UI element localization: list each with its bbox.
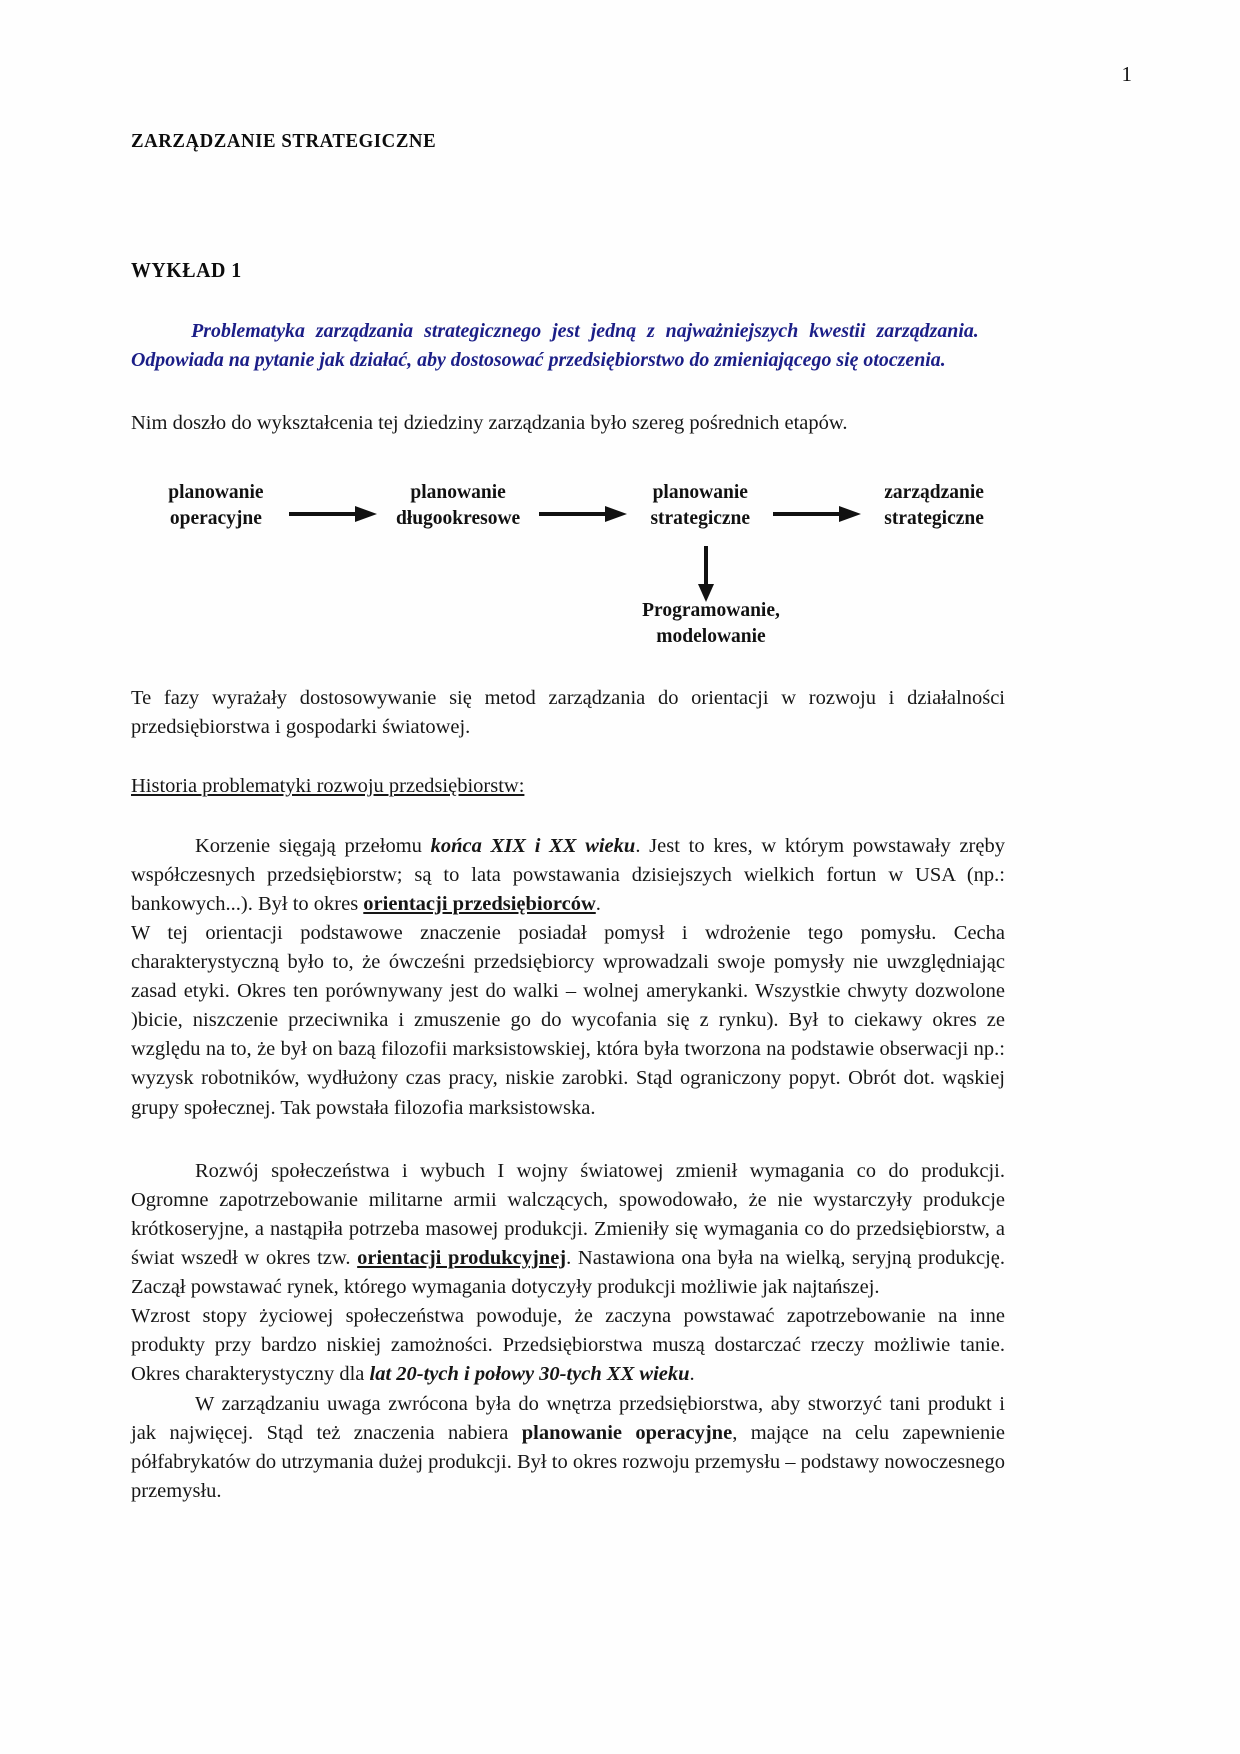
emphasis-orientacji-przedsiebiorcow: orientacji przedsiębiorców: [363, 892, 596, 915]
node-line-1: planowanie: [652, 482, 748, 504]
roots-text-b: . Jest to kres, w którym powstawały zręby współczesnych przedsiębiorstw; są to lata powstawania dzisiejszych wielkich fortun w USA (np.: bankowych...). Był to okres: [131, 834, 1005, 915]
node-line-1: planowanie: [168, 482, 264, 504]
war-text-b: . Nastawiona ona była na wielką, seryjną produkcję. Zaczął powstawać rynek, którego wymagania dotyczyły produkcji możliwie jak najtańszej.: [131, 1246, 1006, 1299]
war-paragraph-2: [131, 1302, 1005, 1389]
war2-text-a: Wzrost stopy życiowej społeczeństwa powoduje, że zaczyna powstawać zapotrzebowanie na inne produkty przy bardzo niskiej zamożności. Przedsiębiorstwa muszą dostarczać rzeczy możliwie tanie. Okres charakterystyczny dla: [131, 1305, 1005, 1386]
arrow-down-icon: [691, 546, 721, 602]
arrow-right-icon-1: [287, 502, 379, 542]
history-heading: Historia problematyki rozwoju przedsiębiorstw:: [131, 774, 525, 797]
roots-text-a: Korzenie sięgają przełomu: [195, 834, 431, 857]
arrow-right-icon-3: [771, 502, 863, 542]
intro-paragraph: Nim doszło do wykształcenia tej dziedziny zarządzania było szereg pośrednich etapów.: [131, 412, 848, 435]
emphasis-konca-xix-xx: końca XIX i XX wieku: [430, 834, 636, 857]
node-line-2: modelowanie: [656, 625, 766, 647]
evolution-diagram: [131, 438, 1005, 650]
node-line-1: zarządzanie: [884, 482, 984, 504]
roots-paragraph-2: W tej orientacji podstawowe znaczenie posiadał pomysł i wdrożenie tego pomysłu. Cecha charakterystyczną było to, że ówcześni przedsiębiorcy wprowadzali swoje pomysły nie uwzględniając zasad etyki. Okres ten porównywany jest do walki – wolnej amerykanki. Wszystkie chwyty dozwolone )bicie, niszczenie przeciwnika i zmuszenie go do wycofania się z rynku). Był to ciekawy okres ze względu na to, że był on bazą filozofii marksistowskiej, która była tworzona na podstawie obserwacji np.: wyzysk robotników, wydłużony czas pracy, niskie zarobki. Stąd ograniczony popyt. Obrót dot. wąskiej grupy społecznej. Tak powstała filozofia marksistowska.: [131, 921, 1005, 1119]
page-number: 1: [1121, 62, 1132, 86]
war2-text-b: .: [689, 1363, 695, 1386]
diagram-flow-row: [131, 480, 1005, 531]
node-line-2: długookresowe: [395, 507, 521, 529]
war-paragraph-1: [131, 1123, 1005, 1303]
mgmt-text-b: , mające na celu zapewnienie półfabrykatów do utrzymania dużej produkcji. Był to okres rozwoju przemysłu – podstawy nowoczesnego przemysłu.: [131, 1421, 1005, 1502]
diagram-node-planowanie-operacyjne: [145, 480, 287, 531]
node-line-2: strategiczne: [650, 507, 751, 529]
emphasis-orientacji-produkcyjnej: orientacji produkcyjnej: [357, 1246, 567, 1269]
phases-paragraph: Te fazy wyrażały dostosowywanie się metod zarządzania do orientacji w rozwoju i działalności przedsiębiorstwa i gospodarki światowej.: [131, 687, 1005, 739]
roots-paragraph-1: [131, 798, 1005, 919]
diagram-node-zarzadzanie-strategiczne: [863, 480, 1005, 531]
diagram-node-programowanie-modelowanie: [561, 598, 861, 649]
node-line-1: Programowanie,: [642, 600, 780, 622]
mgmt-text-a: W zarządzaniu uwaga zwrócona była do wnętrza przedsiębiorstwa, aby stworzyć tani produkt i jak najwięcej. Stąd też znaczenia nabiera: [131, 1392, 1005, 1444]
lead-paragraph: Problematyka zarządzania strategicznego jest jedną z najważniejszych kwestii zarządzania. Odpowiada na pytanie jak działać, aby dostosować przedsiębiorstwo do zmieniającego się otoczenia.: [131, 320, 979, 372]
emphasis-planowanie-operacyjne: planowanie operacyjne: [521, 1421, 733, 1444]
lecture-heading: WYKŁAD 1: [131, 258, 242, 282]
node-line-2: operacyjne: [169, 507, 262, 529]
diagram-node-planowanie-strategiczne: [629, 480, 771, 531]
document-title: ZARZĄDZANIE STRATEGICZNE: [131, 130, 437, 152]
emphasis-lata-20-30: lat 20-tych i połowy 30-tych XX wieku: [369, 1363, 690, 1386]
arrow-right-icon-2: [537, 502, 629, 542]
diagram-node-planowanie-dlugookresowe: [379, 480, 538, 531]
node-line-1: planowanie: [410, 482, 506, 504]
war-text-a: Rozwój społeczeństwa i wybuch I wojny światowej zmienił wymagania co do produkcji. Ogromne zapotrzebowanie militarne armii walczących, spowodowało, że nie wystarczyły produkcje krótkoseryjne, a nastąpiła potrzeba masowej produkcji. Zmieniły się wymagania co do przedsiębiorstw, a świat wszedł w okres tzw.: [131, 1159, 1005, 1269]
roots-text-c: .: [595, 892, 601, 915]
node-line-2: strategiczne: [884, 507, 984, 529]
management-paragraph: [131, 1390, 1005, 1506]
page-content: [131, 130, 1005, 1506]
